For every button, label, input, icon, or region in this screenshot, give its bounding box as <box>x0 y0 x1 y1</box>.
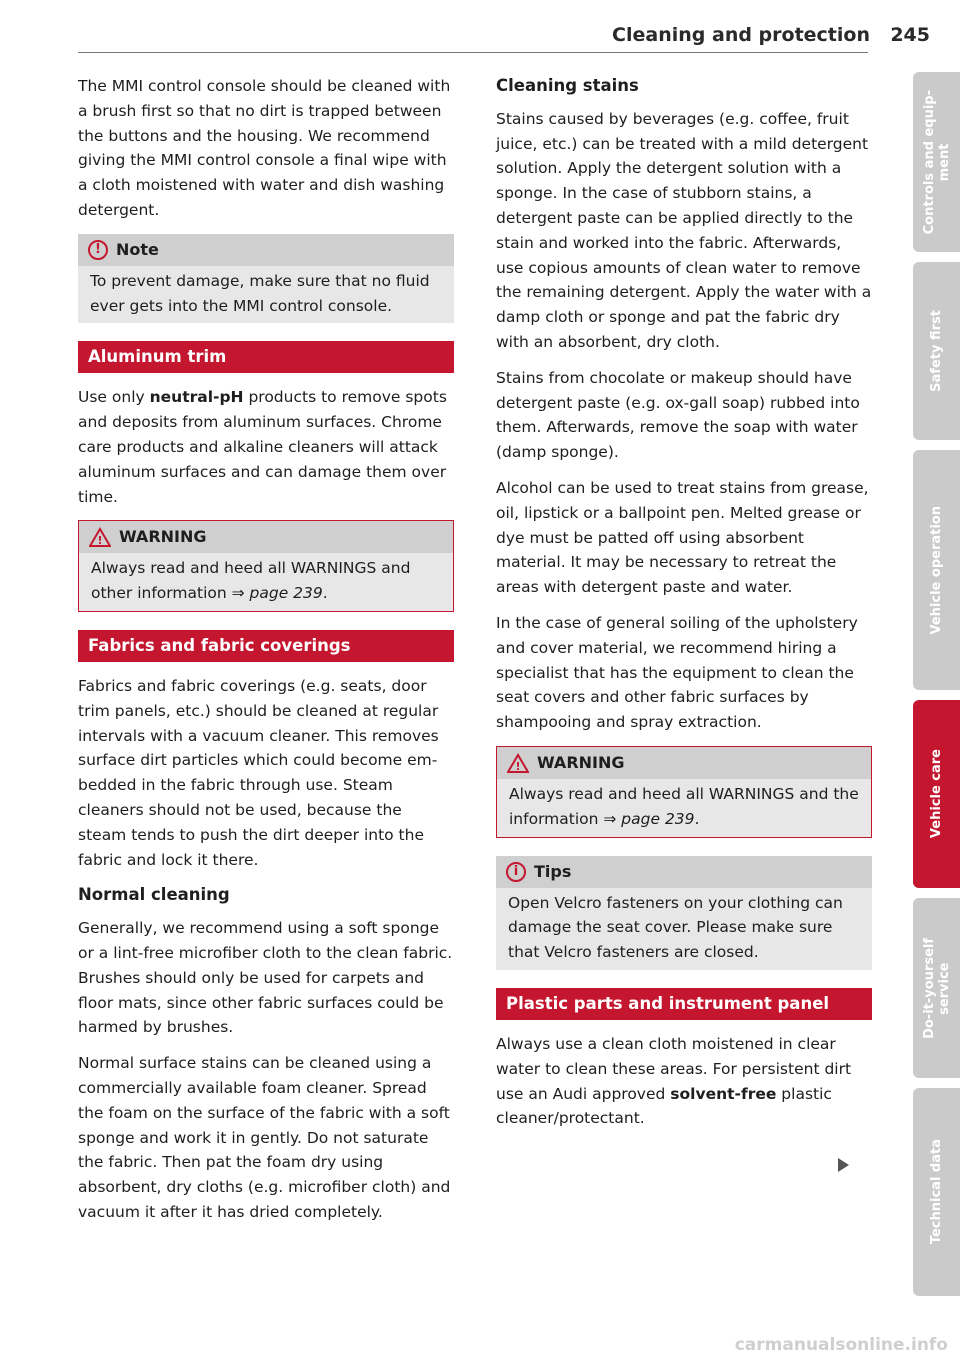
warning-title-left: WARNING <box>119 527 207 547</box>
note-body: To prevent damage, make sure that no fluid ever gets into the MMI control console. <box>78 266 454 324</box>
side-tab-do-it-yourself[interactable] <box>913 898 960 1078</box>
warning-triangle-icon <box>89 527 111 547</box>
warning-header-left <box>79 521 453 553</box>
stains-paragraph-1: Stains caused by beverages (e.g. coffee, fruit juice, etc.) can be treated with a mild detergent solution. Apply the detergent solution with a sponge. In the case of stubborn stains, a detergent paste can be applied directly to the stain and worked into the fabric. Afterwards, use copious amounts of clean water to remove the remaining detergent. Apply the water with a damp cloth or sponge and pat the fabric dry with an absorbent, dry cloth. <box>496 109 872 351</box>
warning-box-left <box>78 520 454 612</box>
warning-title-right: WARNING <box>537 752 625 772</box>
aluminum-text-start: Use only <box>78 388 150 407</box>
section-heading-fabrics: Fabrics and fabric coverings <box>78 630 454 662</box>
side-tab-label: Technical data <box>929 1139 944 1245</box>
warning-text-left: Always read and heed all WARNINGS and other information <box>91 559 411 603</box>
side-tab-label: Vehicle operation <box>929 505 944 635</box>
stains-paragraph-3: Alcohol can be used to treat stains from grease, oil, lipstick or a ballpoint pen. Melted grease or dye must be patted off using absorbent material. It may be necessary to retreat the areas with detergent paste and water. <box>496 478 869 597</box>
stains-paragraph-2: Stains from chocolate or makeup should have detergent paste (e.g. ox-gall soap) rubbed into them. Afterwards, remove the soap with water (damp sponge). <box>496 368 860 462</box>
aluminum-text-end: products to remove spots and deposits from aluminum surfaces. Chrome care products and alkaline cleaners will attack aluminum surfaces and can damage them over time. <box>78 388 447 506</box>
side-tab-label: Safety first <box>929 310 944 392</box>
svg-text:!: ! <box>515 759 521 773</box>
side-tab-controls[interactable] <box>913 72 960 252</box>
continue-arrow-icon <box>838 1158 849 1172</box>
warning-body-left <box>79 553 453 611</box>
warning-box-right <box>496 746 872 838</box>
warning-period-left: . <box>322 584 328 603</box>
note-icon: ! <box>88 240 108 260</box>
plastic-text-start: Always use a clean cloth moistened in clear water to clean these areas. For persistent dirt use an Audi approved <box>496 1034 852 1103</box>
section-heading-plastic: Plastic parts and instrument panel <box>496 988 872 1020</box>
page-reference-link-left[interactable]: ⇒ page 239 <box>231 584 323 603</box>
plastic-text-bold: solvent-free <box>670 1084 777 1103</box>
aluminum-paragraph <box>78 385 454 509</box>
tips-header <box>496 856 872 888</box>
warning-triangle-icon <box>507 753 529 773</box>
warning-text-right: Always read and heed all WARNINGS and the information <box>509 784 859 828</box>
page-header-title: Cleaning and protection <box>612 24 870 46</box>
note-box <box>78 234 454 324</box>
page-reference-link-right[interactable]: ⇒ page 239 <box>603 809 695 828</box>
side-tab-label: Controls and equip- ment <box>921 89 952 235</box>
side-tab-vehicle-operation[interactable] <box>913 450 960 690</box>
section-heading-aluminum: Aluminum trim <box>78 341 454 373</box>
plastic-text-end: plastic cleaner/protectant. <box>496 1084 832 1128</box>
tips-box <box>496 856 872 970</box>
tips-title: Tips <box>534 861 572 881</box>
svg-text:!: ! <box>97 534 103 548</box>
normal-paragraph-2: Normal surface stains can be cleaned using a commercially available foam cleaner. Spread the foam on the surface of the fabric with a soft sponge and work it in gently. Do not saturate the fabric. Then pat the foam dry using absorbent, dry cloths (e.g. microfiber cloth) and vacuum it after it has dried completely. <box>78 1054 451 1221</box>
subheading-cleaning-stains: Cleaning stains <box>496 76 639 95</box>
page-number: 245 <box>890 24 930 46</box>
warning-body-right <box>497 779 871 837</box>
side-tab-vehicle-care[interactable] <box>913 700 960 888</box>
right-column <box>496 74 872 1142</box>
note-title: Note <box>116 239 159 259</box>
side-tab-technical-data[interactable] <box>913 1088 960 1296</box>
normal-paragraph-1: Generally, we recommend using a soft sponge or a lint-free microfiber cloth to the clean fabric. Brushes should only be used for carpets and floor mats, since other fabric surfaces could be harmed by brushes. <box>78 919 453 1037</box>
warning-header-right <box>497 747 871 779</box>
side-tab-safety[interactable] <box>913 262 960 440</box>
warning-period-right: . <box>694 809 700 828</box>
mmi-paragraph: The MMI control console should be cleaned with a brush first so that no dirt is trapped between the buttons and the housing. We recommend giving the MMI control console a final wipe with a cloth moistened with water and dish washing detergent. <box>78 77 451 219</box>
header-rule <box>78 52 868 53</box>
note-header <box>78 234 454 266</box>
info-icon: i <box>506 862 526 882</box>
side-tab-label: Do-it-yourself service <box>921 937 952 1039</box>
plastic-paragraph <box>496 1032 872 1131</box>
subheading-normal-cleaning: Normal cleaning <box>78 885 230 905</box>
stains-paragraph-4: In the case of general soiling of the upholstery and cover material, we recommend hiring a specialist that has the equipment to clean the seat covers and other fabric surfaces by shampooing and spray extraction. <box>496 613 858 732</box>
left-column <box>78 74 454 1236</box>
watermark: carmanualsonline.info <box>734 1335 948 1355</box>
aluminum-text-bold: neutral-pH <box>149 388 244 407</box>
side-tab-label: Vehicle care <box>929 749 944 839</box>
fabrics-paragraph: Fabrics and fabric coverings (e.g. seats, door trim panels, etc.) should be cleaned at regular intervals with a vacuum cleaner. This removes surface dirt particles which could become embedded in the fabric through use. Steam cleaners should not be used, because the steam tends to push the dirt deeper into the fabric and lock it there. <box>78 676 439 869</box>
tips-body: Open Velcro fasteners on your clothing can damage the seat cover. Please make sure that Velcro fasteners are closed. <box>496 888 872 970</box>
